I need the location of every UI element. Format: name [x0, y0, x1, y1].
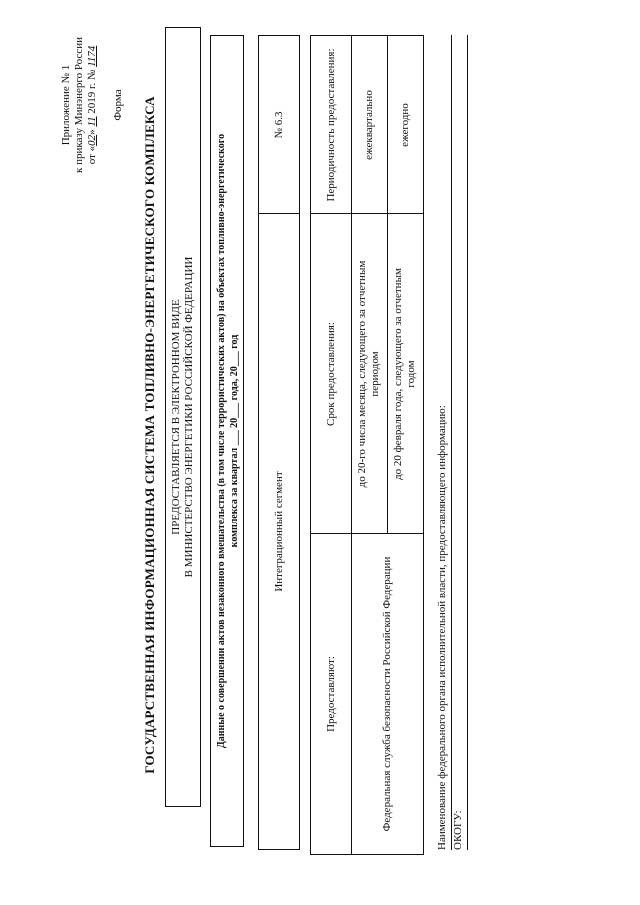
- row-1-frequency: ежеквартально: [362, 90, 375, 160]
- appendix-order-number: 1174: [86, 45, 98, 67]
- appendix-order: к приказу Минэнерго России: [73, 37, 85, 173]
- appendix-header: [60, 5, 99, 205]
- report-title-line-1: Данные о совершении актов незаконного вмешательства (в том числе террористических актов) на объектах топливно-энергетического: [216, 133, 227, 749]
- appendix-day: 02: [86, 134, 98, 146]
- submission-box: [165, 27, 201, 807]
- appendix-number: Приложение № 1: [60, 64, 72, 146]
- header-frequency: Периодичность предоставления:: [324, 48, 337, 202]
- row-1-deadline: до 20-го числа месяца, следующего за отчетным периодом: [356, 260, 381, 488]
- segment-box: [258, 35, 300, 850]
- footer-okogu-label: ОКОГУ:: [452, 810, 464, 850]
- footer-authority-label: Наименование федерального органа исполнительной власти, предоставляющего информацию:: [436, 405, 448, 850]
- okogu-field-line: [467, 35, 468, 850]
- row-2-deadline: до 20 февраля года, следующего за отчетным годом: [392, 268, 417, 480]
- authority-field-line: [451, 35, 452, 850]
- header-deadline: Срок предоставления:: [324, 322, 337, 426]
- appendix-month: 11: [86, 116, 98, 127]
- segment-number: № 6.3: [272, 111, 285, 139]
- report-title-box: [210, 35, 244, 847]
- provision-table: [310, 35, 424, 855]
- row-2-frequency: ежегодно: [398, 103, 411, 147]
- provider-name: Федеральная служба безопасности Российской Федерации: [380, 556, 393, 832]
- segment-label: Интеграционный сегмент: [272, 471, 285, 592]
- form-label: Форма: [112, 89, 124, 121]
- submission-line-1: ПРЕДОСТАВЛЯЕТСЯ В ЭЛЕКТРОННОМ ВИДЕ: [170, 299, 182, 535]
- report-title-line-2: комплекса за квартал ___ 20___ года, 20___ год: [229, 334, 240, 548]
- submission-line-2: В МИНИСТЕРСТВО ЭНЕРГЕТИКИ РОССИЙСКОЙ ФЕДЕРАЦИИ: [183, 256, 195, 578]
- appendix-date-line: от «02» 11 2019 г. № 1174: [86, 45, 98, 165]
- system-title: ГОСУДАРСТВЕННАЯ ИНФОРМАЦИОННАЯ СИСТЕМА ТОПЛИВНО-ЭНЕРГЕТИЧЕСКОГО КОМПЛЕКСА: [142, 96, 157, 774]
- header-provider: Предоставляют:: [324, 656, 337, 732]
